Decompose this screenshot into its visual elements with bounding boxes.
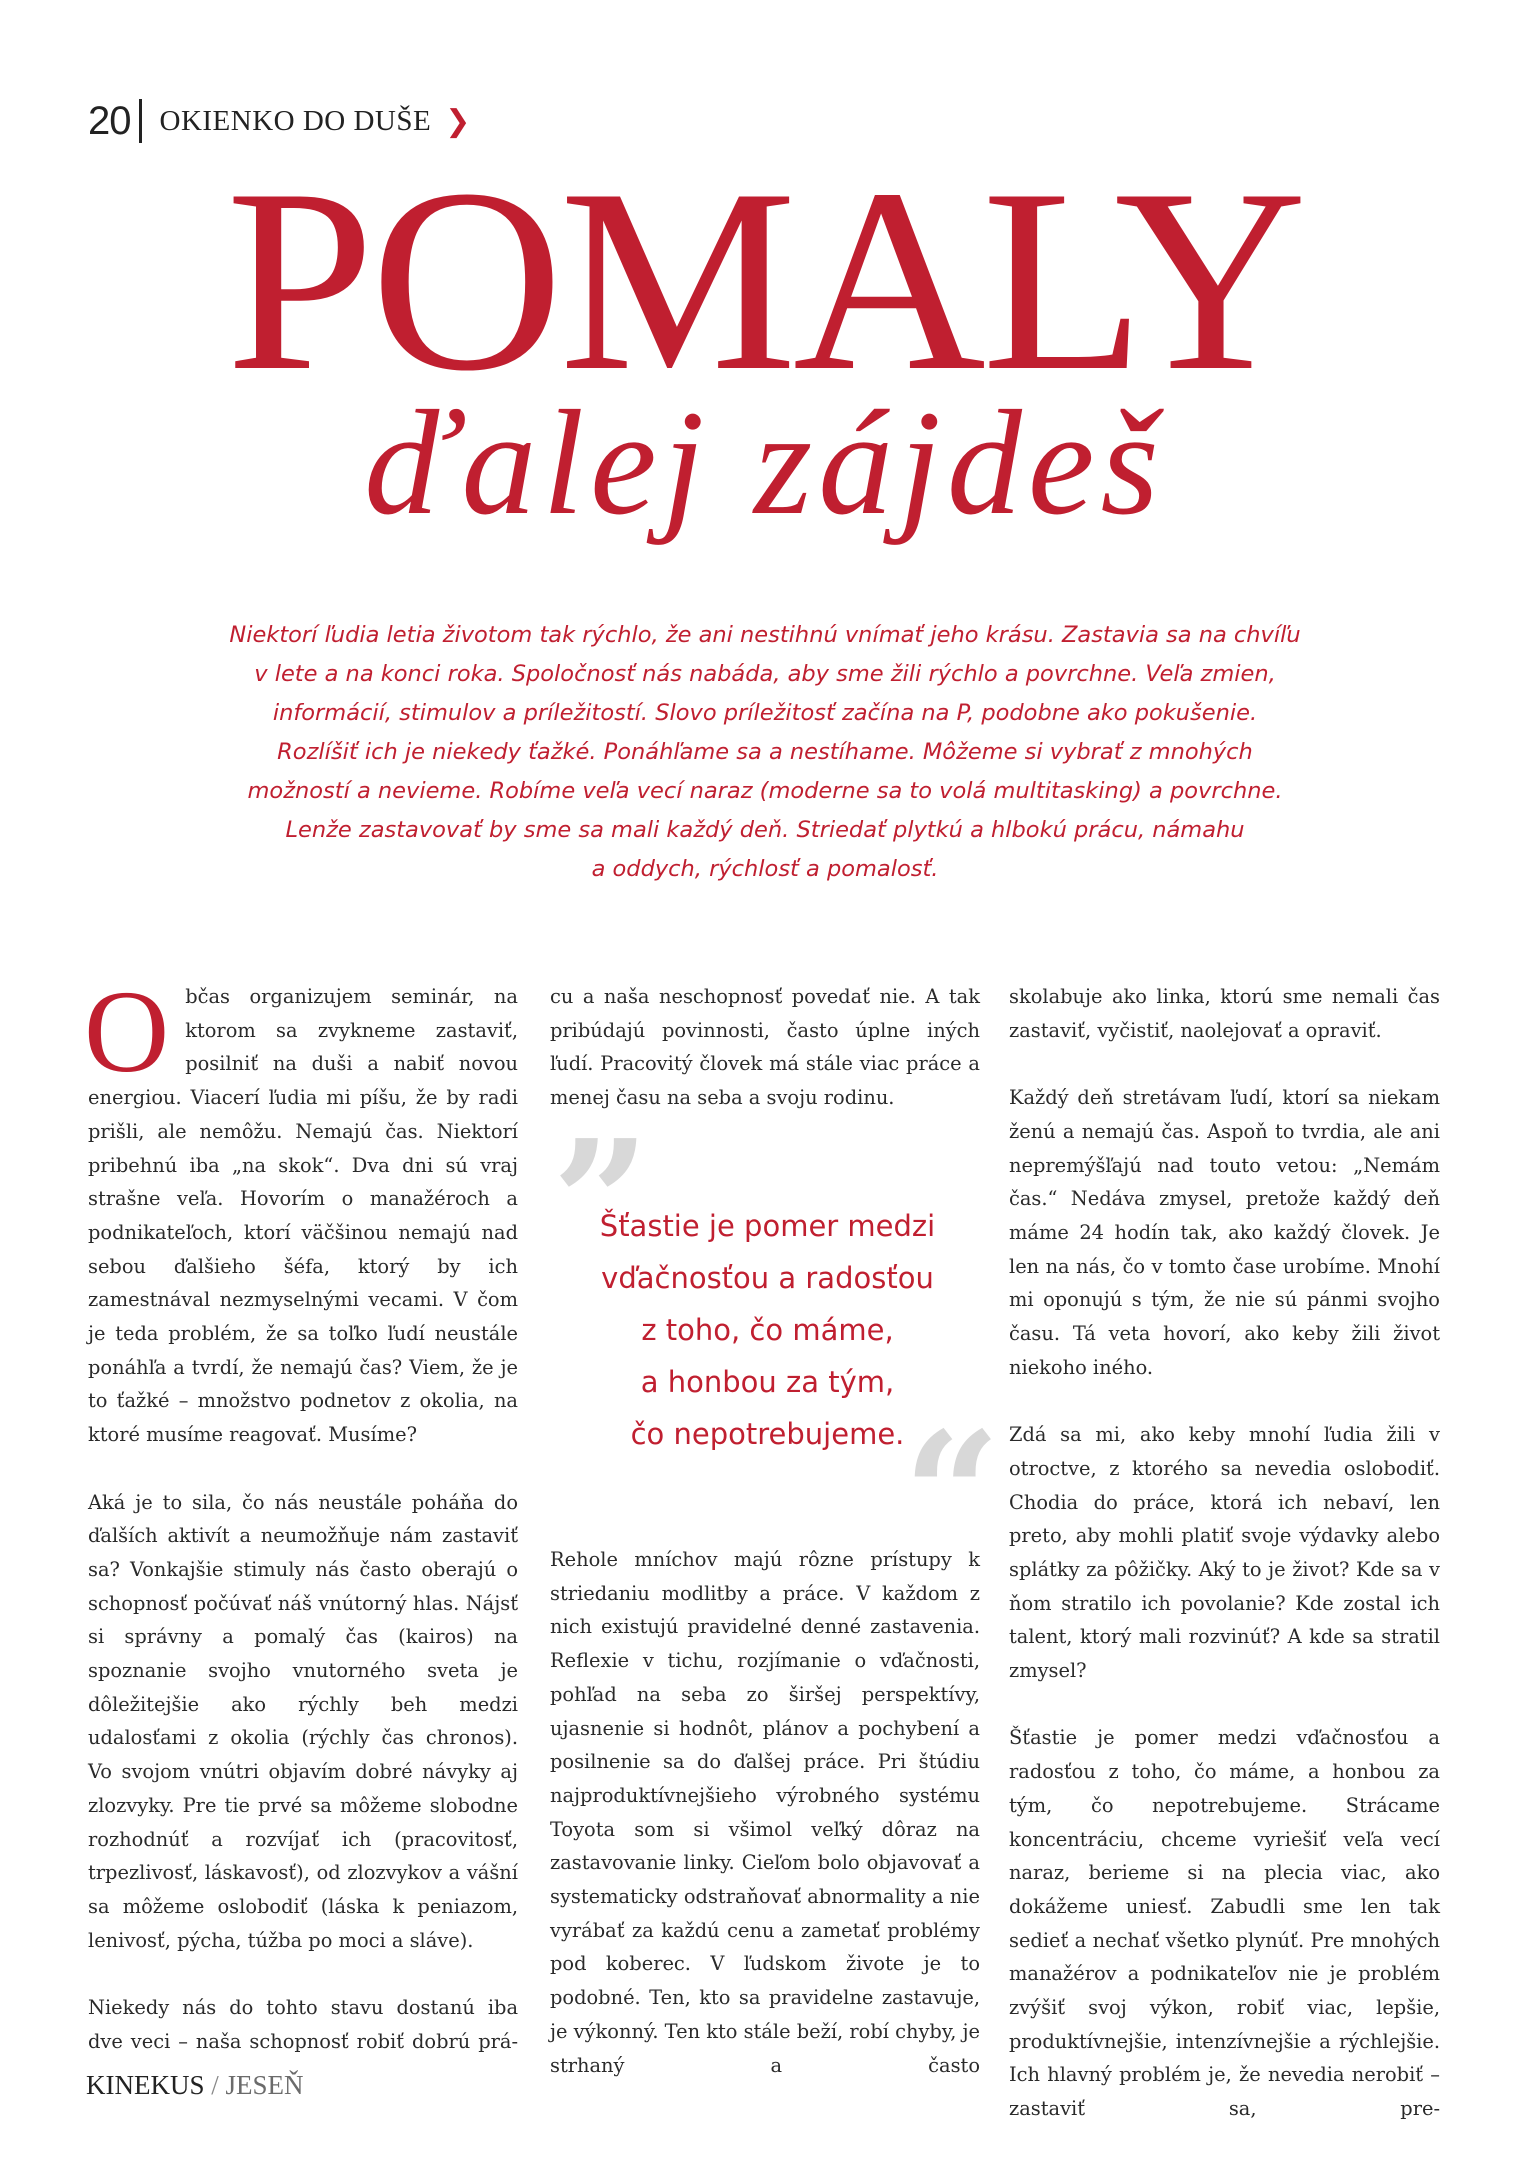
article-column-2-continued bbox=[550, 1543, 980, 2082]
paragraph: Rehole mníchov majú rôzne prístupy k striedaniu modlitby a práce. V každom z nich existujú pravidelné denné zastavenia. Reflexie v tichu, rozjímanie o vďačnosti, pohľad na seba zo širšej perspektívy, ujasnenie si hodnôt, plánov a pochybení a posilnenie sa do ďalšej práce. Pri štúdiu najproduktívnejšieho výrobného systému Toyota som si všimol veľký dôraz na zastavovanie linky. Cieľom bolo objavovať a systematicky odstraňovať abnormality a nie vyrábať za každú cenu a zametať problémy pod koberec. V ľudskom živote je to podobné. Ten, kto sa pravidelne zastavuje, je výkonný. Ten kto stále beží, robí chyby, je strhaný a často bbox=[550, 1548, 981, 2077]
paragraph: Zdá sa mi, ako keby mnohí ľudia žili v otroctve, z ktorého sa nevedia oslobodiť. Chodia do práce, ktorá ich nebaví, len preto, aby mohli platiť svoje výdavky alebo splátky za pôžičky. Aký to je život? Kde sa v ňom stratilo ich povolanie? Kde zostal ich talent, ktorý mali rozvinúť? A kde sa stratil zmysel? bbox=[1009, 1423, 1440, 1683]
page-footer bbox=[86, 2070, 304, 2101]
article-subtitle: ďalej zájdeš bbox=[364, 380, 1165, 546]
chevron-right-icon: ❯ bbox=[445, 103, 471, 139]
intro-lead bbox=[200, 616, 1330, 889]
paragraph: Každý deň stretávam ľudí, ktorí sa niekam ženú a nemajú čas. Aspoň to tvrdia, ale ani nepremýšľajú nad touto vetou: „Nemám čas.“ Nedáva zmysel, pretože každý deň máme 24 hodín tak, ako každý človek. Je len na nás, čo v tomto čase urobíme. Mnohí mi oponujú s tým, že nie sú pánmi svojho času. Tá veta hovorí, ako keby žili život niekoho iného. bbox=[1009, 1086, 1440, 1379]
paragraph: skolabuje ako linka, ktorú sme nemali čas zastaviť, vyčistiť, naolejovať a opraviť. bbox=[1009, 985, 1440, 1042]
paragraph: cu a naša neschopnosť povedať nie. A tak pribúdajú povinnosti, často úplne iných ľudí. Pracovitý človek má stále viac práce a menej času na seba a svoju rodinu. bbox=[550, 985, 980, 1110]
quote-open-icon: ” bbox=[552, 1103, 650, 1303]
pull-quote-line: z toho, čo máme, bbox=[641, 1313, 894, 1347]
intro-line: možností a nevieme. Robíme veľa vecí naraz (moderne sa to volá multitasking) a povrchne. bbox=[247, 778, 1283, 804]
intro-line: Niektorí ľudia letia životom tak rýchlo, že ani nestihnú vnímať jeho krásu. Zastavia sa na chvíľu bbox=[229, 622, 1301, 648]
paragraph-text: bčas organizujem seminár, na ktorom sa zvykneme zastaviť, posilniť na duši a nabiť novou energiou. Viacerí ľudia mi píšu, že by radi prišli, ale nemôžu. Nemajú čas. Niektorí pribehnú iba „na skok“. Dva dni sú vraj strašne veľa. Hovorím o manažéroch a podnikateľoch, ktorí väčšinou nemajú nad sebou ďalšieho šéfa, ktorý by ich zamestnával nezmyselnými vecami. V čom je teda problém, že sa toľko ľudí neustále ponáhľa a tvrdí, že nemajú čas? Viem, že je to ťažké – množstvo podnetov z okolia, na ktoré musíme reagovať. Musíme? bbox=[88, 985, 518, 1447]
magazine-name: KINEKUS bbox=[86, 2070, 205, 2100]
section-title: OKIENKO DO DUŠE bbox=[159, 104, 432, 137]
pull-quote-line: Šťastie je pomer medzi bbox=[599, 1209, 936, 1243]
paragraph: Niekedy nás do tohto stavu dostanú iba dve veci – naša schopnosť robiť dobrú prá- bbox=[88, 1996, 518, 2053]
pull-quote-line: a honbou za tým, bbox=[640, 1365, 895, 1399]
article-column-3 bbox=[1009, 980, 1440, 2126]
paragraph bbox=[84, 966, 518, 1452]
quote-close-icon: “ bbox=[903, 1395, 1001, 1595]
article-title: POMALY bbox=[225, 135, 1304, 425]
pull-quote-line: vďačnosťou a radosťou bbox=[601, 1261, 934, 1295]
paragraph: Šťastie je pomer medzi vďačnosťou a radosťou z toho, čo máme, a honbou za tým, čo nepotrebujeme. Strácame koncentráciu, chceme vyriešiť veľa vecí naraz, berieme si na plecia viac, ako dokážeme uniesť. Zabudli sme len tak sedieť a nechať všetko plynúť. Pre mnohých manažérov a podnikateľov nie je problém zvýšiť svoj výkon, robiť viac, lepšie, produktívnejšie, intenzívnejšie a rýchlejšie. Ich hlavný problém je, že nevedia nerobiť – zastaviť sa, pre- bbox=[1009, 1726, 1440, 2121]
header-divider bbox=[139, 99, 142, 143]
pull-quote-line: čo nepotrebujeme. bbox=[630, 1417, 905, 1451]
footer-separator: / bbox=[211, 2070, 219, 2100]
drop-cap: O bbox=[84, 966, 170, 1097]
article-column-1 bbox=[84, 966, 518, 2058]
intro-line: a oddych, rýchlosť a pomalosť. bbox=[591, 856, 939, 882]
article-column-2 bbox=[550, 980, 980, 1115]
page-number: 20 bbox=[88, 98, 131, 143]
intro-line: informácií, stimulov a príležitostí. Slovo príležitosť začína na P, podobne ako pokušenie. bbox=[272, 700, 1258, 726]
intro-line: Rozlíšiť ich je niekedy ťažké. Ponáhľame sa a nestíhame. Môžeme si vybrať z mnohých bbox=[277, 739, 1253, 765]
intro-line: Lenže zastavovať by sme sa mali každý deň. Striedať plytkú a hlbokú prácu, námahu bbox=[285, 817, 1245, 843]
intro-line: v lete a na konci roka. Spoločnosť nás nabáda, aby sme žili rýchlo a povrchne. Veľa zmien, bbox=[254, 661, 1276, 687]
issue-season: JESEŇ bbox=[225, 2070, 304, 2100]
paragraph: Aká je to sila, čo nás neustále poháňa do ďalších aktivít a neumožňuje nám zastaviť sa? Vonkajšie stimuly nás často oberajú o schopnosť počúvať náš vnútorný hlas. Nájsť si správny a pomalý čas (kairos) na spoznanie svojho vnutorného sveta je dôležitejšie ako rýchly beh medzi udalosťami z okolia (rýchly čas chronos). Vo svojom vnútri objavím dobré návyky aj zlozvyky. Pre tie prvé sa môžeme slobodne rozhodnúť a rozvíjať ich (pracovitosť, trpezlivosť, láskavosť), od zlozvykov a vášní sa môžeme oslobodiť (láska k peniazom, lenivosť, pýcha, túžba po moci a sláve). bbox=[88, 1490, 518, 1952]
